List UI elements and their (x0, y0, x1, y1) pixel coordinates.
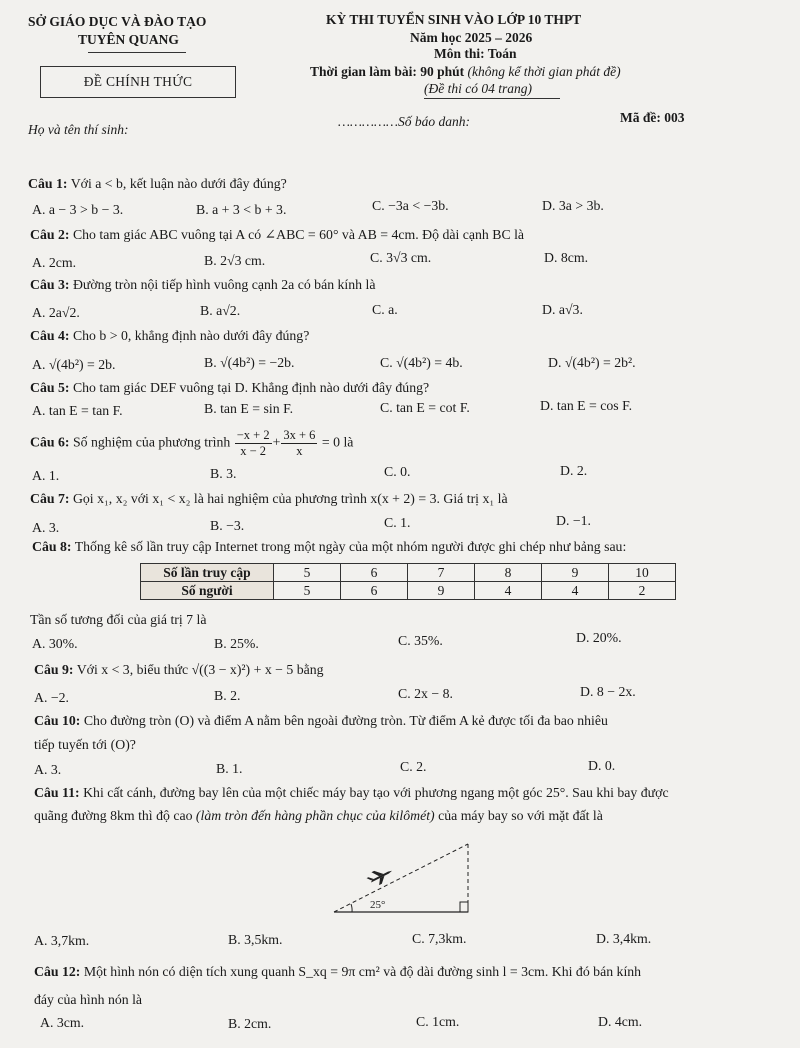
option-d[interactable]: D. 8 − 2x. (580, 684, 636, 699)
question-text-end: = 0 là (321, 434, 354, 450)
option-c[interactable]: C. tan E = cot F. (380, 400, 470, 415)
question-11 (34, 785, 669, 801)
question-label: Câu 11: (34, 785, 80, 800)
exam-title: KỲ THI TUYỂN SINH VÀO LỚP 10 THPT (326, 12, 582, 27)
question-text: Thống kê số lần truy cập Internet trong một ngày của một nhóm người được ghi chép như bảng sau: (74, 539, 627, 554)
table-row (141, 582, 676, 600)
question-label: Câu 9: (34, 662, 74, 677)
official-label: ĐỀ CHÍNH THỨC (83, 74, 193, 89)
option-d[interactable]: D. √(4b²) = 2b². (548, 355, 636, 370)
option-d[interactable]: D. 2. (560, 463, 588, 478)
official-stamp (40, 66, 236, 98)
question-8 (32, 539, 626, 555)
question-1 (28, 176, 287, 192)
subject: Môn thi: Toán (434, 46, 517, 61)
question-label: Câu 8: (32, 539, 72, 554)
table-cell: 9 (542, 564, 609, 582)
option-b[interactable]: B. −3. (210, 518, 245, 533)
time-text: Thời gian làm bài: 90 phút (310, 64, 465, 79)
angle-arc (351, 904, 352, 912)
fraction-2 (281, 428, 317, 459)
option-a[interactable]: A. 3cm. (40, 1015, 85, 1030)
option-d[interactable]: D. tan E = cos F. (540, 398, 633, 413)
option-b[interactable]: B. tan E = sin F. (204, 401, 294, 416)
province-name: TUYÊN QUANG (78, 32, 179, 47)
denominator: x (296, 444, 303, 458)
option-b[interactable]: B. 1. (216, 761, 243, 776)
fraction-1 (235, 428, 272, 459)
question-text: Đường tròn nội tiếp hình vuông cạnh 2a có bán kính là (72, 277, 376, 292)
option-d[interactable]: D. 8cm. (544, 250, 589, 265)
question-label: Câu 2: (30, 227, 70, 242)
option-a[interactable]: A. 30%. (32, 636, 78, 651)
question-12 (34, 964, 641, 980)
option-c[interactable]: C. 7,3km. (412, 931, 467, 946)
option-d[interactable]: D. 20%. (576, 630, 622, 645)
option-d[interactable]: D. 3a > 3b. (542, 198, 604, 213)
question-6: Câu 6: Số nghiệm của phương trình $\frac{-x + 2}{x - 2}$ + $\frac{3x + 6}{x}$ = 0 là (30, 428, 354, 458)
question-10 (34, 713, 608, 729)
question-text: Một hình nón có diện tích xung quanh S_xq = 9π cm² và độ dài đường sinh l = 3cm. Khi đó bán kính (83, 964, 642, 979)
header-underline (88, 52, 186, 53)
option-a[interactable]: A. tan E = tan F. (32, 403, 123, 418)
option-c[interactable]: C. 2x − 8. (398, 686, 453, 701)
table-cell: 6 (341, 564, 408, 582)
numerator: −x + 2 (236, 428, 270, 442)
table-cell: 7 (408, 564, 475, 582)
question-label: Câu 6: (30, 434, 70, 450)
option-d[interactable]: D. 0. (588, 758, 616, 773)
question-label: Câu 3: (30, 277, 70, 292)
table-cell: 8 (475, 564, 542, 582)
exam-code: Mã đề: 003 (620, 110, 685, 125)
airplane-diagram (330, 838, 480, 916)
question-label: Câu 7: (30, 491, 70, 506)
frequency-table (140, 563, 676, 600)
question-label: Câu 5: (30, 380, 70, 395)
option-b[interactable]: B. √(4b²) = −2b. (204, 355, 295, 370)
row-header: Số người (141, 582, 274, 600)
option-a[interactable]: A. 1. (32, 468, 60, 483)
page-count: (Đề thi có 04 trang) (424, 81, 532, 96)
option-c[interactable]: C. 2. (400, 759, 427, 774)
table-cell: 5 (274, 582, 341, 600)
table-cell: 6 (341, 582, 408, 600)
question-text: Với x < 3, biểu thức √((3 − x)²) + x − 5 bằng (76, 662, 324, 677)
pages-underline (424, 98, 560, 99)
option-d[interactable]: D. 4cm. (598, 1014, 643, 1029)
question-text: Với a < b, kết luận nào dưới đây đúng? (70, 176, 287, 191)
question-9 (34, 662, 324, 678)
question-2 (30, 227, 524, 243)
option-c[interactable]: C. √(4b²) = 4b. (380, 355, 463, 370)
numerator: 3x + 6 (283, 428, 316, 442)
question-7 (30, 491, 508, 507)
angle-label: 25° (370, 899, 386, 911)
option-b[interactable]: B. a + 3 < b + 3. (196, 202, 287, 217)
table-cell: 4 (542, 582, 609, 600)
question-11-line2 (34, 808, 603, 824)
question-label: Câu 12: (34, 964, 81, 979)
airplane-icon (365, 864, 395, 889)
time-note: (không kể thời gian phát đề) (467, 64, 621, 79)
table-row (141, 564, 676, 582)
candidate-name-label: Họ và tên thí sinh: (28, 122, 129, 137)
table-cell: 5 (274, 564, 341, 582)
option-c[interactable]: C. 1cm. (416, 1014, 460, 1029)
option-b[interactable]: B. 2. (214, 688, 241, 703)
question-5 (30, 380, 429, 396)
option-a[interactable]: A. 2a√2. (32, 305, 80, 320)
table-cell: 2 (609, 582, 676, 600)
question-label: Câu 10: (34, 713, 81, 728)
question-label: Câu 4: (30, 328, 70, 343)
option-a[interactable]: A. 3. (34, 762, 62, 777)
option-b[interactable]: B. a√2. (200, 303, 241, 318)
option-a[interactable]: A. 2cm. (32, 255, 77, 270)
option-b[interactable]: B. 2cm. (228, 1016, 272, 1031)
question-text: quãng đường 8km thì độ cao (34, 808, 193, 823)
question-text-end: của máy bay so với mặt đất là (438, 808, 603, 823)
denominator: x − 2 (240, 444, 267, 458)
option-d[interactable]: D. a√3. (542, 302, 583, 317)
option-d[interactable]: D. −1. (556, 513, 591, 528)
option-b[interactable]: B. 2√3 cm. (204, 253, 266, 268)
time-limit (310, 64, 621, 80)
option-d[interactable]: D. 3,4km. (596, 931, 652, 946)
question-text: Cho đường tròn (O) và điểm A nằm bên ngoài đường tròn. Từ điểm A kẻ được tối đa bao nhiêu (83, 713, 608, 728)
option-c[interactable]: C. 0. (384, 464, 411, 479)
option-c[interactable]: C. −3a < −3b. (372, 198, 449, 213)
table-cell: 4 (475, 582, 542, 600)
option-a[interactable]: A. a − 3 > b − 3. (32, 202, 124, 217)
option-b[interactable]: B. 3,5km. (228, 932, 283, 947)
department-name: SỞ GIÁO DỤC VÀ ĐÀO TẠO (28, 14, 207, 29)
question-3 (30, 277, 375, 293)
option-c[interactable]: C. 35%. (398, 633, 443, 648)
question-4 (30, 328, 309, 344)
question-text: Cho tam giác ABC vuông tại A có ∠ABC = 60° và AB = 4cm. Độ dài cạnh BC là (72, 227, 525, 242)
option-a[interactable]: A. −2. (34, 690, 69, 705)
question-text: Số nghiệm của phương trình (72, 434, 231, 450)
option-b[interactable]: B. 25%. (214, 636, 259, 651)
option-c[interactable]: C. a. (372, 302, 398, 317)
table-cell: 9 (408, 582, 475, 600)
candidate-id-label: ……………Số báo danh: (338, 114, 471, 129)
option-a[interactable]: A. √(4b²) = 2b. (32, 357, 116, 372)
question-8-sub: Tần số tương đối của giá trị 7 là (30, 612, 207, 627)
option-c[interactable]: C. 3√3 cm. (370, 250, 432, 265)
option-a[interactable]: A. 3,7km. (34, 933, 90, 948)
flight-path (334, 844, 468, 912)
table-cell: 10 (609, 564, 676, 582)
question-text: Cho tam giác DEF vuông tại D. Khẳng định nào dưới đây đúng? (72, 380, 430, 395)
question-note: (làm tròn đến hàng phần chục của kilômét) (195, 808, 435, 823)
option-c[interactable]: C. 1. (384, 515, 411, 530)
question-10-line2: tiếp tuyến tới (O)? (34, 737, 136, 752)
option-b[interactable]: B. 3. (210, 466, 237, 481)
question-text: Khi cất cánh, đường bay lên của một chiếc máy bay tạo với phương ngang một góc 25°. Sau khi bay được (83, 785, 669, 800)
question-label: Câu 1: (28, 176, 68, 191)
right-angle-icon (460, 902, 468, 912)
question-text: Cho b > 0, khẳng định nào dưới đây đúng? (72, 328, 310, 343)
row-header: Số lần truy cập (141, 564, 274, 582)
question-12-line2: đáy của hình nón là (34, 992, 143, 1007)
question-text: Gọi x₁, x₂ với x₁ < x₂ là hai nghiệm của phương trình x(x + 2) = 3. Giá trị x₁ là (72, 491, 508, 506)
school-year: Năm học 2025 – 2026 (410, 30, 533, 45)
option-a[interactable]: A. 3. (32, 520, 60, 535)
